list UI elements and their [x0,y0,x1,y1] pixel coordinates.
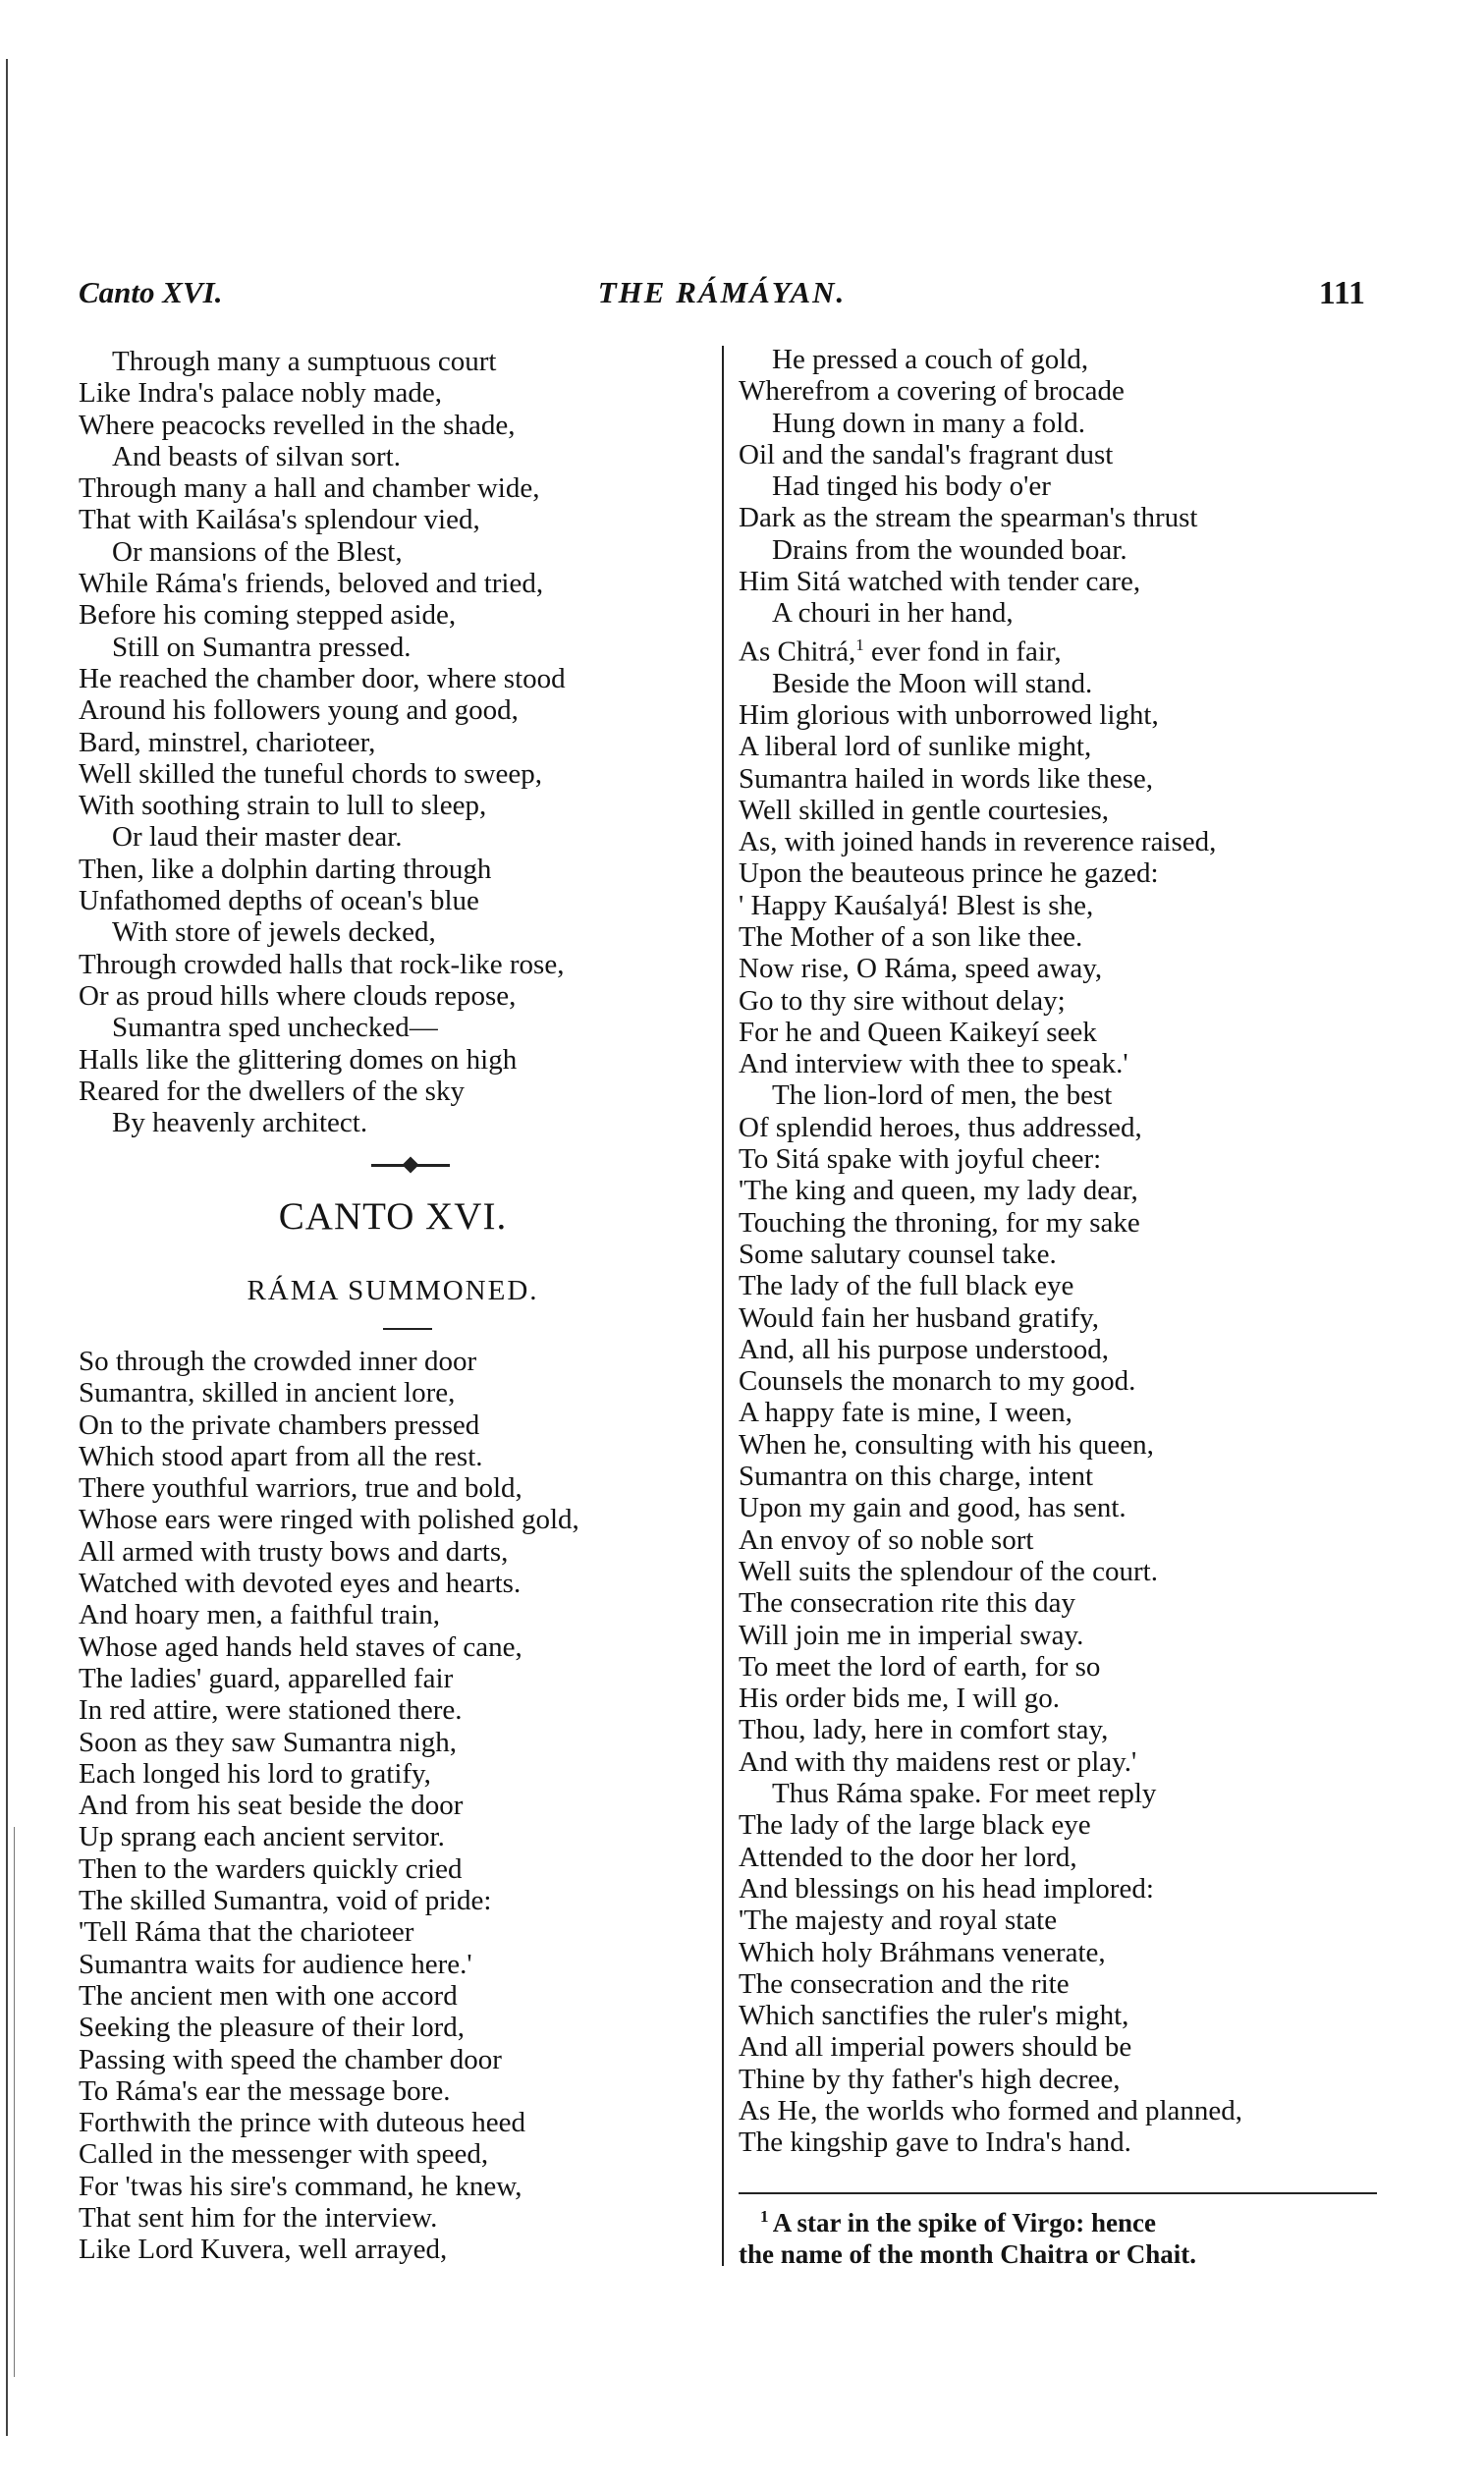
verse-line: And beasts of silvan sort. [112,440,401,472]
verse-line: Whose aged hands held staves of cane, [79,1630,522,1663]
verse-line: The ancient men with one accord [79,1979,458,2012]
verse-line: Up sprang each ancient servitor. [79,1821,445,1853]
verse-line: Had tinged his body o'er [772,470,1051,503]
verse-line: The Mother of a son like thee. [739,921,1083,953]
verse-line: He pressed a couch of gold, [772,344,1089,375]
verse-line: When he, consulting with his queen, [739,1428,1154,1461]
footnote-number: 1 [760,2207,773,2226]
footnote-rule [739,2192,1377,2194]
verse-line: Dark as the stream the spearman's thrust [739,502,1198,534]
verse-line: And, all his purpose understood, [739,1333,1109,1365]
verse-line: The lion-lord of men, the best [772,1079,1113,1112]
verse-line: For he and Queen Kaikeyí seek [739,1016,1097,1048]
verse-line: And all imperial powers should be [739,2031,1132,2064]
verse-line: To meet the lord of earth, for so [739,1650,1101,1683]
footnote-text: the name of the month Chaitra or Chait. [739,2239,1196,2269]
verse-line: Beside the Moon will stand. [772,667,1093,699]
verse-line: 'The king and queen, my lady dear, [739,1175,1138,1207]
verse-line: Drains from the wounded boar. [772,533,1127,566]
verse-line [739,630,1377,668]
verse-line: 'The majesty and royal state [739,1905,1058,1937]
verse-line: ' Happy Kauśalyá! Blest is she, [739,889,1094,921]
left-column-verse-top [79,346,707,1138]
verse-line: On to the private chambers pressed [79,1408,480,1441]
verse-line: Reared for the dwellers of the sky [79,1075,465,1107]
verse-line: And hoary men, a faithful train, [79,1599,441,1631]
verse-line: Through crowded halls that rock-like rose, [79,948,565,980]
verse-line: The skilled Sumantra, void of pride: [79,1885,492,1917]
verse-line: Well suits the splendour of the court. [739,1555,1158,1587]
verse-line: And with thy maidens rest or play.' [739,1745,1137,1778]
page-edge-line-secondary [14,1827,15,2377]
verse-line: Well skilled in gentle courtesies, [739,794,1109,826]
verse-line: Like Indra's palace nobly made, [79,377,442,410]
verse-line: A chouri in her hand, [772,597,1014,630]
verse-line: Thus Ráma spake. For meet reply [772,1778,1157,1810]
canto-subtitle: RÁMA SUMMONED. [247,1275,539,1306]
verse-line: Or laud their master dear. [112,821,403,854]
verse-line: 'Tell Ráma that the charioteer [79,1916,414,1949]
verse-line: With store of jewels decked, [112,916,436,949]
verse-line: The kingship gave to Indra's hand. [739,2126,1131,2159]
verse-line: So through the crowded inner door [79,1346,477,1377]
verse-line: All armed with trusty bows and darts, [79,1535,509,1568]
running-header [79,275,1365,324]
verse-line-text: ever fond in fair, [863,635,1062,668]
verse-line: That with Kailása's splendour vied, [79,504,480,536]
verse-line: Forthwith the prince with duteous heed [79,2107,526,2139]
verse-line: Upon the beauteous prince he gazed: [739,857,1159,890]
footnote-line [739,2201,1377,2238]
verse-line: Or mansions of the Blest, [112,535,403,568]
verse-line: While Ráma's friends, beloved and tried, [79,568,544,600]
verse-line: Halls like the glittering domes on high [79,1043,518,1076]
verse-line: Sumantra on this charge, intent [739,1461,1094,1493]
verse-line: And blessings on his head implored: [739,1872,1154,1905]
page-number: 111 [1318,275,1365,311]
verse-line: Then, like a dolphin darting through [79,853,492,885]
verse-line: Thou, lady, here in comfort stay, [739,1714,1109,1746]
header-title: THE RÁMÁYAN. [597,275,847,309]
verse-line: By heavenly architect. [112,1107,368,1139]
verse-line: Would fain her husband gratify, [739,1301,1100,1334]
verse-line: Hung down in many a fold. [772,407,1085,439]
verse-line: The consecration rite this day [739,1587,1076,1620]
verse-line: Called in the messenger with speed, [79,2138,489,2171]
verse-line: Whose ears were ringed with polished gold, [79,1504,579,1536]
verse-line: Thine by thy father's high decree, [739,2063,1121,2095]
verse-line: The lady of the full black eye [739,1270,1074,1302]
verse-line: Go to thy sire without delay; [739,984,1066,1017]
verse-line: Sumantra hailed in words like these, [739,762,1154,795]
verse-line: The ladies' guard, apparelled fair [79,1662,454,1694]
canto-heading: CANTO XVI. [278,1195,508,1238]
verse-line: Will join me in imperial sway. [739,1619,1084,1651]
verse-line: Sumantra waits for audience here.' [79,1948,472,1980]
verse-line: Each longed his lord to gratify, [79,1757,431,1790]
footnote-marker: 1 [855,635,864,654]
verse-line: Which sanctifies the ruler's might, [739,2000,1129,2032]
verse-line: Before his coming stepped aside, [79,599,457,632]
verse-line: Soon as they saw Sumantra nigh, [79,1726,458,1758]
verse-line: To Ráma's ear the message bore. [79,2074,451,2107]
verse-line: With soothing strain to lull to sleep, [79,790,487,822]
verse-line: Well skilled the tuneful chords to sweep, [79,757,543,790]
verse-line: Unfathomed depths of ocean's blue [79,885,479,917]
verse-line: Attended to the door her lord, [739,1841,1077,1873]
verse-line: Which holy Bráhmans venerate, [739,1936,1106,1968]
verse-line: An envoy of so noble sort [739,1523,1034,1556]
verse-line: That sent him for the interview. [79,2202,438,2235]
verse-line: The consecration and the rite [739,1967,1070,2000]
verse-line: Sumantra, skilled in ancient lore, [79,1377,456,1409]
verse-line: As He, the worlds who formed and planned, [739,2094,1243,2126]
verse-line: As, with joined hands in reverence raised, [739,826,1217,858]
section-ornament [371,1164,450,1167]
verse-line: Passing with speed the chamber door [79,2043,502,2075]
verse-line: For 'twas his sire's command, he knew, [79,2170,522,2202]
verse-line: And interview with thee to speak.' [739,1048,1128,1080]
footnote [739,2201,1377,2270]
verse-line: Watched with devoted eyes and hearts. [79,1568,522,1600]
verse-line: Or as proud hills where clouds repose, [79,979,517,1012]
verse-line: Him Sitá watched with tender care, [739,566,1141,598]
verse-line: Like Lord Kuvera, well arrayed, [79,2234,448,2266]
verse-line: There youthful warriors, true and bold, [79,1472,522,1505]
verse-line: Sumantra sped unchecked— [112,1012,438,1044]
heading-rule [383,1328,432,1330]
verse-line: Through many a sumptuous court [112,346,497,377]
page-edge-line [6,59,8,2436]
verse-line: Seeking the pleasure of their lord, [79,2012,465,2044]
verse-line: Which stood apart from all the rest. [79,1440,483,1472]
verse-line: To Sitá spake with joyful cheer: [739,1143,1102,1176]
verse-line-text: As Chitrá, [739,635,856,668]
verse-line: A liberal lord of sunlike might, [739,731,1092,763]
column-divider [722,346,724,2266]
verse-line: Some salutary counsel take. [739,1238,1057,1270]
footnote-text: A star in the spike of Virgo: hence [772,2208,1156,2237]
verse-line: Bard, minstrel, charioteer, [79,726,376,758]
verse-line: Touching the throning, for my sake [739,1206,1140,1239]
verse-line: His order bids me, I will go. [739,1683,1061,1715]
right-column-verse [739,344,1377,2159]
verse-line: Oil and the sandal's fragrant dust [739,438,1114,470]
verse-line: In red attire, were stationed there. [79,1694,463,1727]
header-canto: Canto XVI. [79,275,223,309]
verse-line: Then to the warders quickly cried [79,1852,463,1885]
verse-line: And from his seat beside the door [79,1790,464,1822]
verse-line: Wherefrom a covering of brocade [739,375,1125,408]
verse-line: A happy fate is mine, I ween, [739,1397,1072,1429]
verse-line: Of splendid heroes, thus addressed, [739,1111,1142,1143]
verse-line: Now rise, O Ráma, speed away, [739,953,1103,985]
footnote-line [739,2238,1377,2270]
verse-line: Upon my gain and good, has sent. [739,1492,1127,1524]
verse-line: The lady of the large black eye [739,1809,1091,1842]
verse-line: Him glorious with unborrowed light, [739,698,1159,731]
verse-line: Counsels the monarch to my good. [739,1365,1136,1398]
verse-line: He reached the chamber door, where stood [79,662,566,694]
verse-line: Still on Sumantra pressed. [112,631,412,663]
verse-line: Through many a hall and chamber wide, [79,472,540,505]
verse-line: Where peacocks revelled in the shade, [79,409,516,441]
verse-line: Around his followers young and good, [79,694,519,727]
left-column-verse-bottom [79,1346,707,2266]
